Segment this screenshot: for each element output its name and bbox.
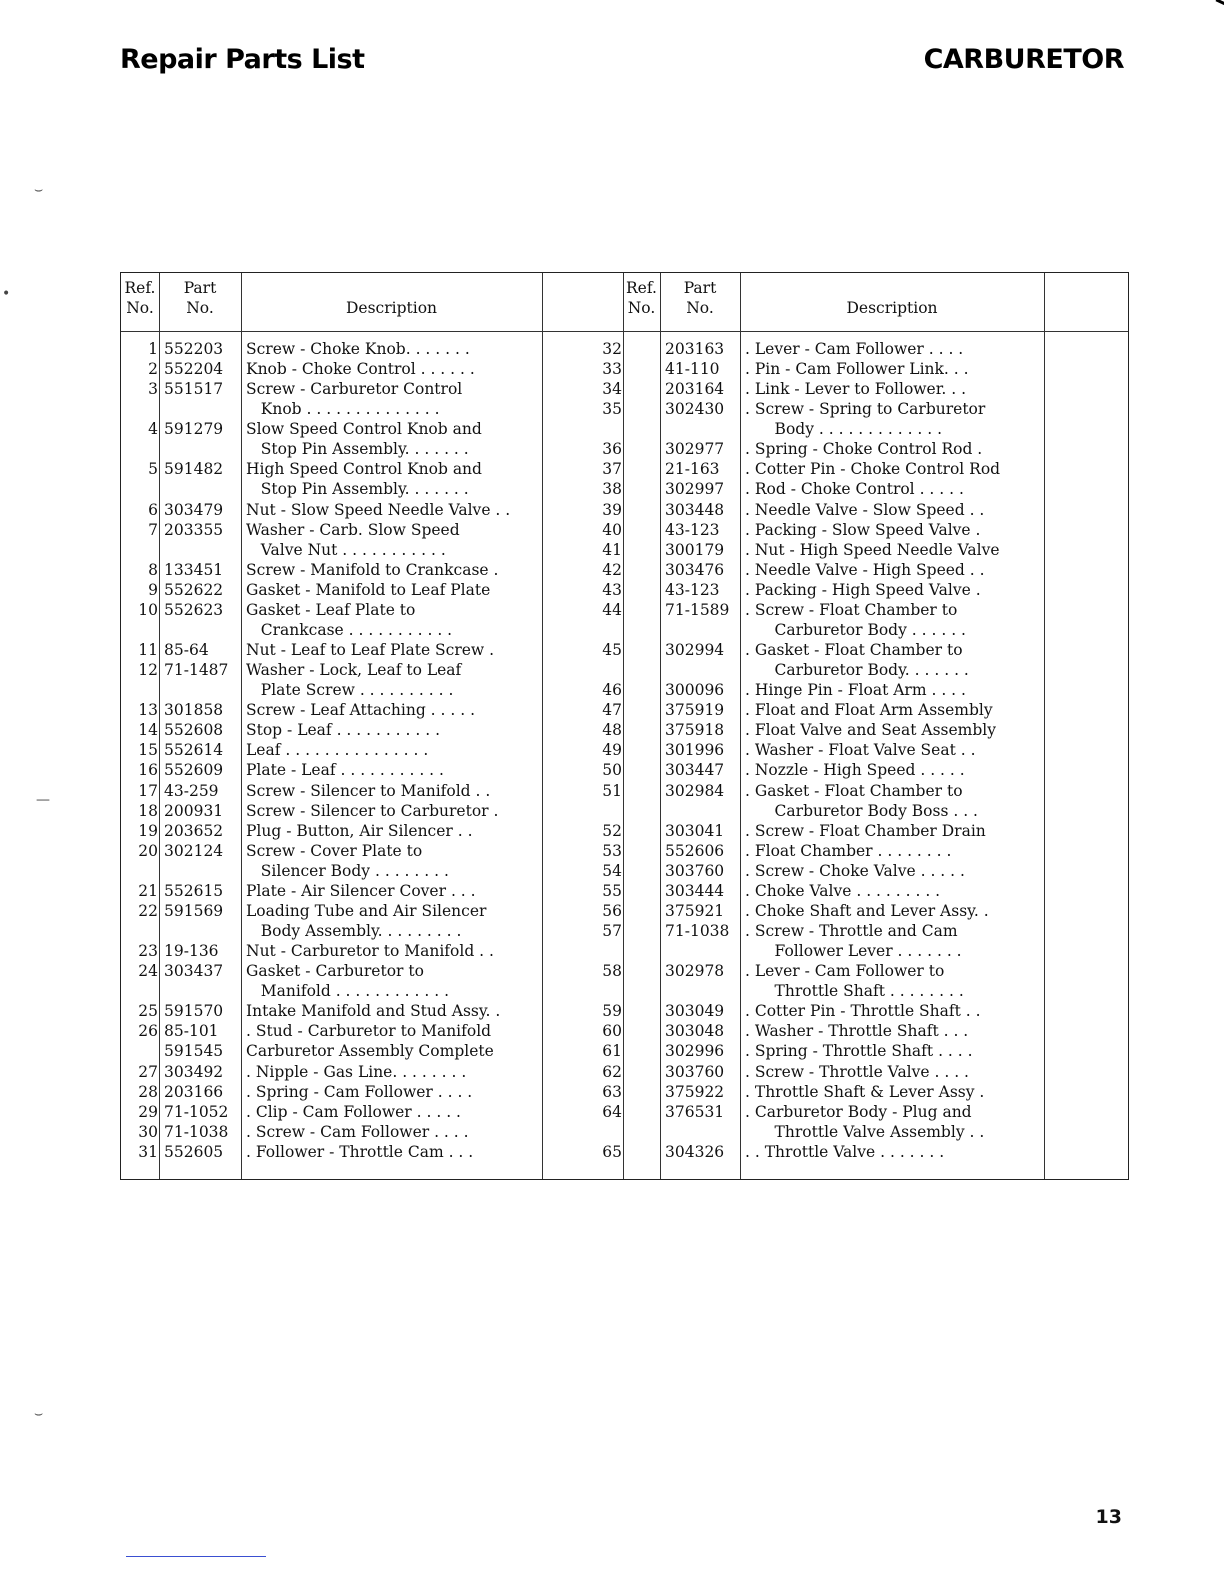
part-number: 85-64	[164, 641, 209, 660]
part-number: 552203	[164, 340, 224, 358]
ref-number: 28	[138, 1082, 158, 1101]
part-number: 71-1589	[665, 600, 730, 619]
part-number: 303444	[665, 881, 725, 900]
ref-number: 27	[138, 1062, 158, 1081]
ref-number: 45	[602, 641, 622, 660]
margin-mark: ⌣	[34, 182, 44, 198]
ref-number: 4	[148, 420, 158, 439]
part-number: 303492	[164, 1062, 224, 1081]
part-number: 21-163	[665, 460, 720, 479]
part-number: 71-1038	[164, 1122, 229, 1141]
part-number: 302430	[665, 400, 725, 419]
ref-number: 49	[602, 741, 622, 760]
part-number: 302997	[665, 480, 725, 499]
section-title: CARBURETOR	[923, 44, 1124, 75]
part-number: 552622	[164, 580, 224, 599]
ref-number: 21	[138, 881, 158, 900]
part-number: 200931	[164, 801, 224, 820]
column-rule	[159, 273, 160, 1179]
part-number: 300096	[665, 681, 725, 700]
part-description: . Needle Valve - Slow Speed . .	[745, 500, 985, 519]
part-number: 302994	[665, 641, 725, 660]
part-number: 203166	[164, 1082, 224, 1101]
part-description: . Hinge Pin - Float Arm . . . .	[745, 681, 966, 700]
part-description: Manifold . . . . . . . . . . . .	[246, 982, 450, 1001]
part-description: . Rod - Choke Control . . . . .	[745, 480, 964, 499]
part-description: . Screw - Float Chamber to	[745, 600, 958, 619]
part-description: Throttle Valve Assembly . .	[745, 1122, 985, 1141]
ref-number: 18	[138, 801, 158, 820]
ref-number: 33	[602, 360, 622, 379]
part-description: Screw - Manifold to Crankcase .	[246, 560, 499, 579]
part-description: . Lever - Cam Follower to	[745, 962, 945, 981]
ref-number: 62	[602, 1062, 622, 1081]
ref-number: 43	[602, 580, 622, 599]
part-description: . Spring - Choke Control Rod .	[745, 440, 983, 459]
ref-number: 40	[602, 520, 622, 539]
ref-number: 11	[138, 641, 158, 660]
ref-number: 41	[602, 540, 622, 559]
part-number: 591569	[164, 901, 224, 920]
part-description: Screw - Cover Plate to	[246, 841, 423, 860]
part-number: 591279	[164, 420, 224, 439]
header-ref: Ref. No.	[626, 279, 657, 317]
part-description: Knob . . . . . . . . . . . . . .	[246, 400, 440, 419]
part-description: . Float Valve and Seat Assembly	[745, 721, 996, 740]
ref-number: 50	[602, 761, 622, 780]
ref-number: 65	[602, 1142, 622, 1161]
part-description: . Gasket - Float Chamber to	[745, 781, 963, 800]
part-number: 591545	[164, 1042, 224, 1061]
part-number: 303448	[665, 500, 725, 519]
part-number: 302996	[665, 1042, 725, 1061]
part-description: Body Assembly. . . . . . . . .	[246, 922, 462, 941]
part-description: Carburetor Assembly Complete	[246, 1042, 494, 1061]
part-number: 302978	[665, 962, 725, 981]
part-description: Washer - Carb. Slow Speed	[246, 520, 460, 539]
part-description: Screw - Leaf Attaching . . . . .	[246, 701, 476, 720]
ref-number: 30	[138, 1122, 158, 1141]
ref-number: 13	[138, 701, 158, 720]
ref-number: 17	[138, 781, 158, 800]
part-description: Intake Manifold and Stud Assy. .	[246, 1002, 501, 1021]
part-description: Carburetor Body. . . . . . .	[745, 661, 969, 680]
part-description: Valve Nut . . . . . . . . . . .	[246, 540, 446, 559]
part-description: Throttle Shaft . . . . . . . .	[745, 982, 964, 1001]
ref-number: 63	[602, 1082, 622, 1101]
part-number: 552608	[164, 721, 224, 740]
part-number: 203164	[665, 380, 725, 399]
corner-mark	[1212, 0, 1224, 13]
part-number: 303479	[164, 500, 224, 519]
ref-number: 59	[602, 1002, 622, 1021]
part-description: Plug - Button, Air Silencer . .	[246, 821, 473, 840]
ref-number: 15	[138, 741, 158, 760]
ref-number: 47	[602, 701, 622, 720]
part-description: Screw - Silencer to Manifold . .	[246, 781, 491, 800]
ref-number: 46	[602, 681, 622, 700]
part-description: Screw - Silencer to Carburetor .	[246, 801, 499, 820]
part-number: 203652	[164, 821, 224, 840]
margin-mark: •	[2, 286, 11, 302]
part-number: 375918	[665, 721, 725, 740]
part-number: 552623	[164, 600, 224, 619]
part-description: Knob - Choke Control . . . . . .	[246, 360, 475, 379]
ref-number: 23	[138, 942, 158, 961]
part-description: . Screw - Choke Valve . . . . .	[745, 861, 965, 880]
part-description: Slow Speed Control Knob and	[246, 420, 482, 439]
part-number: 591570	[164, 1002, 224, 1021]
header-description: Description	[846, 299, 938, 317]
header-part: Part No.	[683, 279, 717, 317]
part-number: 300179	[665, 540, 725, 559]
part-description: Silencer Body . . . . . . . .	[246, 861, 449, 880]
part-description: Stop Pin Assembly. . . . . . .	[246, 480, 469, 499]
part-description: High Speed Control Knob and	[246, 460, 482, 479]
part-description: Loading Tube and Air Silencer	[246, 901, 487, 920]
ref-number: 56	[602, 901, 622, 920]
column-rule	[660, 273, 661, 1179]
ref-number: 55	[602, 881, 622, 900]
part-description: Screw - Carburetor Control	[246, 380, 463, 399]
ref-number: 51	[602, 781, 622, 800]
ref-number: 57	[602, 922, 622, 941]
ref-number: 8	[148, 560, 158, 579]
ref-number: 38	[602, 480, 622, 499]
ref-number: 5	[148, 460, 158, 479]
ref-number: 35	[602, 400, 622, 419]
footer-rule	[126, 1556, 266, 1557]
part-description: . Needle Valve - High Speed . .	[745, 560, 985, 579]
part-description: Plate Screw . . . . . . . . . .	[246, 681, 454, 700]
ref-number: 20	[138, 841, 158, 860]
part-description: . Nozzle - High Speed . . . . .	[745, 761, 965, 780]
ref-number: 64	[602, 1102, 622, 1121]
part-number: 552605	[164, 1142, 224, 1161]
ref-number: 25	[138, 1002, 158, 1021]
part-number: 303049	[665, 1002, 725, 1021]
part-description: . Washer - Throttle Shaft . . .	[745, 1022, 969, 1041]
part-description: . Spring - Throttle Shaft . . . .	[745, 1042, 973, 1061]
part-number: 71-1038	[665, 922, 730, 941]
part-number: 303048	[665, 1022, 725, 1041]
margin-mark: —	[36, 792, 50, 808]
part-description: Stop - Leaf . . . . . . . . . . .	[246, 721, 441, 740]
part-description: . Nipple - Gas Line. . . . . . . .	[246, 1062, 467, 1081]
column-rule	[1044, 273, 1045, 1179]
page-title: Repair Parts List	[120, 44, 365, 75]
part-description: . Nut - High Speed Needle Valve	[745, 540, 1000, 559]
part-description: . Washer - Float Valve Seat . .	[745, 741, 976, 760]
part-number: 19-136	[164, 942, 219, 961]
part-number: 375921	[665, 901, 725, 920]
part-description: Crankcase . . . . . . . . . . .	[246, 620, 453, 639]
page-number: 13	[1095, 1506, 1122, 1528]
part-number: 552204	[164, 360, 224, 379]
ref-number: 61	[602, 1042, 622, 1061]
column-rule	[241, 273, 242, 1179]
ref-number: 16	[138, 761, 158, 780]
part-description: . Packing - High Speed Valve .	[745, 580, 981, 599]
ref-number: 34	[602, 380, 622, 399]
part-description: . Packing - Slow Speed Valve .	[745, 520, 981, 539]
part-description: . Spring - Cam Follower . . . .	[246, 1082, 473, 1101]
part-description: . Cotter Pin - Throttle Shaft . .	[745, 1002, 981, 1021]
part-description: . Screw - Throttle Valve . . . .	[745, 1062, 969, 1081]
part-number: 71-1487	[164, 661, 229, 680]
ref-number: 52	[602, 821, 622, 840]
part-description: . Screw - Throttle and Cam	[745, 922, 958, 941]
part-number: 203163	[665, 340, 725, 358]
part-description: . Gasket - Float Chamber to	[745, 641, 963, 660]
part-description: Body . . . . . . . . . . . . .	[745, 420, 943, 439]
part-description: Carburetor Body Boss . . .	[745, 801, 978, 820]
ref-number: 14	[138, 721, 158, 740]
column-rule	[740, 273, 741, 1179]
ref-number: 24	[138, 962, 158, 981]
part-number: 43-123	[665, 520, 720, 539]
ref-number: 2	[148, 360, 158, 379]
part-description: Gasket - Manifold to Leaf Plate	[246, 580, 491, 599]
ref-number: 54	[602, 861, 622, 880]
ref-number: 7	[148, 520, 158, 539]
part-description: Leaf . . . . . . . . . . . . . . .	[246, 741, 429, 760]
ref-number: 3	[148, 380, 158, 399]
part-description: . Float and Float Arm Assembly	[745, 701, 993, 720]
part-number: 304326	[665, 1142, 725, 1161]
part-description: . Pin - Cam Follower Link. . .	[745, 360, 969, 379]
ref-number: 48	[602, 721, 622, 740]
ref-number: 29	[138, 1102, 158, 1121]
ref-number: 31	[138, 1142, 158, 1161]
part-description: . Lever - Cam Follower . . . .	[745, 340, 964, 358]
part-number: 301996	[665, 741, 725, 760]
ref-number: 44	[602, 600, 622, 619]
ref-number: 53	[602, 841, 622, 860]
column-rule	[623, 273, 624, 1179]
ref-number: 9	[148, 580, 158, 599]
part-description: Follower Lever . . . . . . .	[745, 942, 962, 961]
part-description: Nut - Leaf to Leaf Plate Screw .	[246, 641, 495, 660]
header-ref: Ref. No.	[124, 279, 156, 317]
ref-number: 1	[148, 340, 158, 358]
part-number: 552614	[164, 741, 224, 760]
part-number: 41-110	[665, 360, 720, 379]
ref-number: 36	[602, 440, 622, 459]
part-number: 303447	[665, 761, 725, 780]
part-description: Nut - Carburetor to Manifold . .	[246, 942, 494, 961]
part-description: . Choke Shaft and Lever Assy. .	[745, 901, 989, 920]
part-number: 85-101	[164, 1022, 219, 1041]
part-description: Stop Pin Assembly. . . . . . .	[246, 440, 469, 459]
part-number: 303760	[665, 1062, 725, 1081]
part-number: 203355	[164, 520, 224, 539]
part-description: Screw - Choke Knob. . . . . . .	[246, 340, 470, 358]
part-number: 552606	[665, 841, 725, 860]
part-description: . Carburetor Body - Plug and	[745, 1102, 972, 1121]
part-description: . Link - Lever to Follower. . .	[745, 380, 967, 399]
ref-number: 42	[602, 560, 622, 579]
part-description: . Float Chamber . . . . . . . .	[745, 841, 952, 860]
part-number: 302977	[665, 440, 725, 459]
part-description: . Throttle Shaft & Lever Assy .	[745, 1082, 985, 1101]
ref-number: 22	[138, 901, 158, 920]
ref-number: 6	[148, 500, 158, 519]
margin-mark: ⌣	[34, 1406, 44, 1422]
ref-number: 39	[602, 500, 622, 519]
ref-number: 60	[602, 1022, 622, 1041]
part-description: . Screw - Spring to Carburetor	[745, 400, 986, 419]
part-number: 376531	[665, 1102, 725, 1121]
part-description: . Cotter Pin - Choke Control Rod	[745, 460, 1001, 479]
header-part: Part No.	[183, 279, 217, 317]
header-rule	[121, 331, 1128, 332]
part-description: Carburetor Body . . . . . .	[745, 620, 966, 639]
part-number: 303437	[164, 962, 224, 981]
part-number: 301858	[164, 701, 224, 720]
part-description: . Screw - Cam Follower . . . .	[246, 1122, 469, 1141]
part-description: . Screw - Float Chamber Drain	[745, 821, 986, 840]
ref-number: 32	[602, 340, 622, 358]
ref-number: 19	[138, 821, 158, 840]
part-number: 303041	[665, 821, 725, 840]
part-number: 71-1052	[164, 1102, 229, 1121]
ref-number: 37	[602, 460, 622, 479]
part-description: Plate - Leaf . . . . . . . . . . .	[246, 761, 444, 780]
part-description: Plate - Air Silencer Cover . . .	[246, 881, 476, 900]
part-number: 43-123	[665, 580, 720, 599]
ref-number: 10	[138, 600, 158, 619]
part-number: 302124	[164, 841, 224, 860]
part-number: 552615	[164, 881, 224, 900]
part-number: 375922	[665, 1082, 725, 1101]
part-number: 552609	[164, 761, 224, 780]
column-rule	[542, 273, 543, 1179]
ref-number: 58	[602, 962, 622, 981]
part-number: 375919	[665, 701, 725, 720]
part-number: 551517	[164, 380, 224, 399]
part-description: Gasket - Leaf Plate to	[246, 600, 416, 619]
part-number: 303760	[665, 861, 725, 880]
part-description: Nut - Slow Speed Needle Valve . .	[246, 500, 511, 519]
part-number: 591482	[164, 460, 224, 479]
parts-table	[120, 272, 1129, 1180]
part-description: . Clip - Cam Follower . . . . .	[246, 1102, 461, 1121]
ref-number: 26	[138, 1022, 158, 1041]
part-number: 43-259	[164, 781, 219, 800]
ref-number: 12	[138, 661, 158, 680]
part-number: 133451	[164, 560, 224, 579]
part-description: Washer - Lock, Leaf to Leaf	[246, 661, 462, 680]
part-description: . Choke Valve . . . . . . . . .	[745, 881, 941, 900]
part-description: . Stud - Carburetor to Manifold	[246, 1022, 492, 1041]
header-description: Description	[345, 299, 438, 317]
part-number: 303476	[665, 560, 725, 579]
part-description: . Follower - Throttle Cam . . .	[246, 1142, 474, 1161]
part-description: . . Throttle Valve . . . . . . .	[745, 1142, 945, 1161]
part-number: 302984	[665, 781, 725, 800]
part-description: Gasket - Carburetor to	[246, 962, 424, 981]
